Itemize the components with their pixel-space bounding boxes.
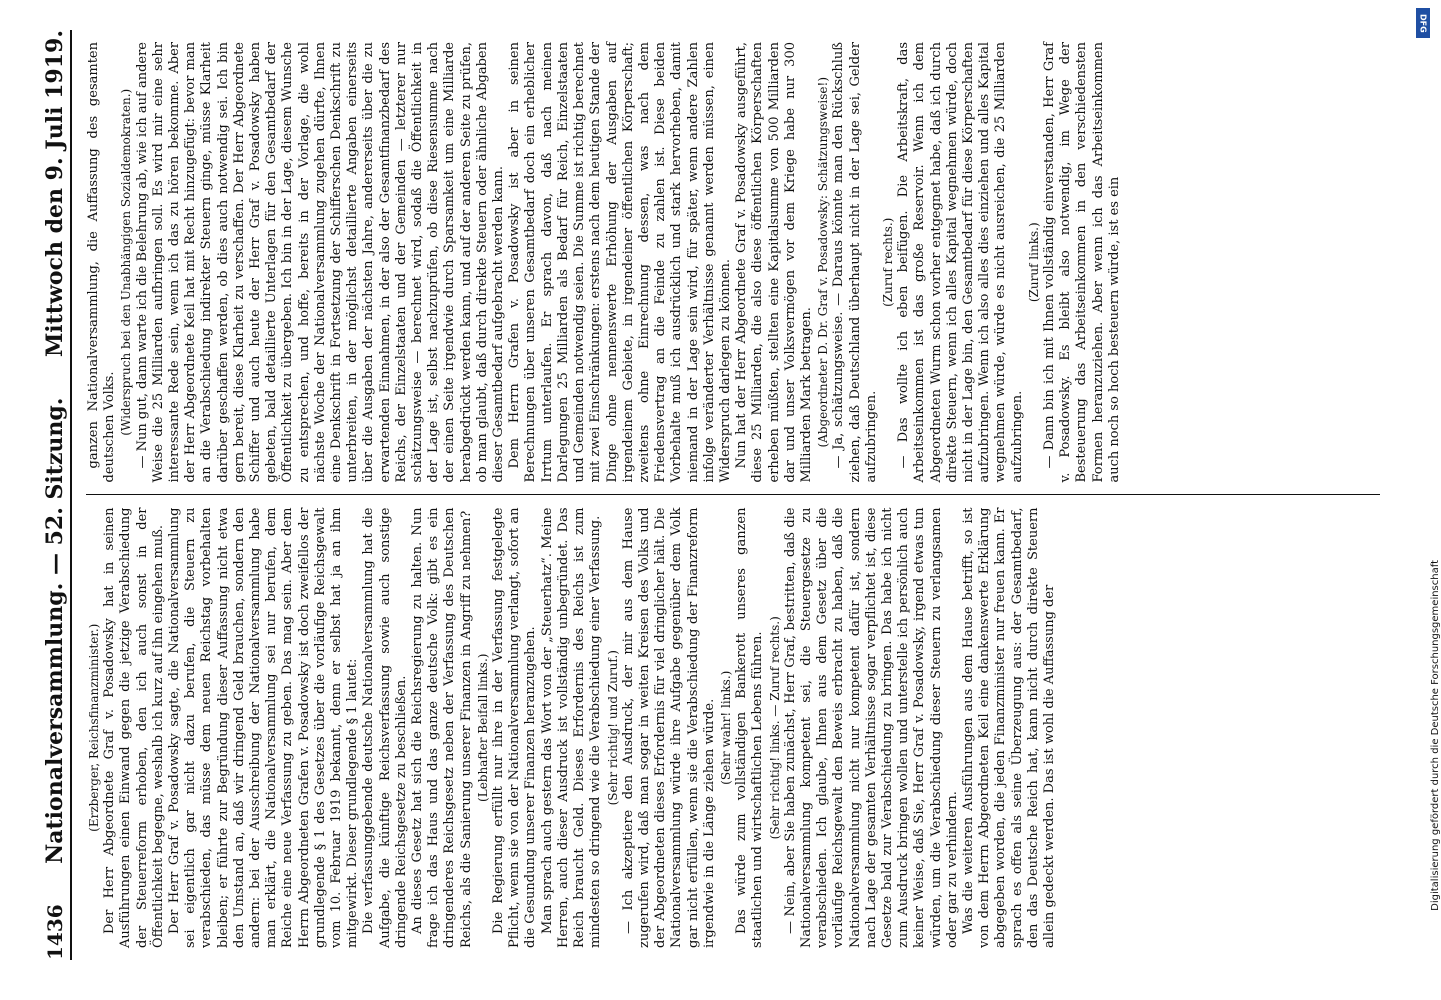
left-paragraph: Was die weiteren Ausführungen aus dem Hause betrifft, so ist von dem Herrn Abgeordneten Keil eine dankenswerte Erklärung abgegeben worden, die jeden Finanzminister nur freuen kann. Er sprach es offen als seine Überzeugung aus: der Gesamtbedarf, den das Deutsche Reich hat, kann nicht durch direkte Steuern allein gedeckt werden. Das ist wohl die Auffassung der	[960, 507, 1057, 948]
left-paragraph: — Ich akzeptiere den Ausdruck, der mir aus dem Hause zugerufen wird, daß man sogar in weiten Kreisen des Volks und der Abgeordneten dieses Erfordernis für viel dringlicher hält. Die Nationalversammlung würde ihre Aufgabe gegenüber dem Volk gar nicht erfüllen, wenn sie die Verabschiedung der Finanzreform irgendwie in die Länge ziehen würde.	[620, 507, 717, 948]
left-paragraph: Der Herr Abgeordnete Graf v. Posadowsky hat in seinen Ausführungen einen Einwand gegen die jetzige Verabschiedung der Steuerreform erhoben, den ich auch sonst in der Öffentlichkeit begegne, weshalb ich kurz auf ihn eingehen muß.	[102, 507, 166, 948]
left-paragraph: (Sehr wahr! links.)	[718, 670, 733, 785]
page-header	[40, 30, 72, 960]
left-paragraph: — Nein, aber Sie haben zunächst, Herr Graf, bestritten, daß die Nationalversammlung kompetent sei, die Steuergesetze zu verabschieden. Ich glaube, Ihnen aus dem Gesetz über die vorläufige Reichsgewalt den Beweis erbracht zu haben, daß die Nationalversammlung nicht nur kompetent dafür ist, sondern nach Lage der gesamten Verhältnisse sogar verpflichtet ist, diese Gesetze bald zur Verabschiedung zu bringen. Das habe ich nicht zum Ausdruck bringen wollen und unterstelle ich persönlich auch keiner Weise, daß Sie, Herr Graf v. Posadowsky, irgend etwas tun würden, um die Verabschiedung dieser Steuern zu verlangsamen oder gar zu verhindern.	[782, 507, 960, 948]
right-paragraph: Nun hat der Herr Abgeordnete Graf v. Posadowsky ausgeführt, diese 25 Milliarden, die also diese öffentlichen Körperschaften erheben müßten, stellten eine Kapitalsumme von 500 Milliarden dar und unser Volksvermögen vor dem Kriege habe nur 300 Milliarden Mark betragen.	[734, 42, 814, 483]
left-paragraph: Die verfassunggebende deutsche Nationalversammlung hat die Aufgabe, die künftige Reichsverfassung sowie auch sonstige dringende Reichsgesetze zu beschließen.	[361, 507, 409, 948]
left-paragraph: An dieses Gesetz hat sich die Reichsregierung zu halten. Nun frage ich das Haus und das ganze deutsche Volk: gibt es ein dringenderes Reichsgesetz neben der Verfassung des Deutschen Reichs, als die Sanierung unserer Finanzen in Angriff zu nehmen?	[410, 507, 474, 948]
right-paragraph: — Ja, schätzungsweise. — Daraus könnte man den Rückschluß ziehen, daß Deutschland überhaupt nicht in der Lage sei, Gelder aufzubringen.	[831, 42, 879, 483]
right-paragraph: (Zuruf links.)	[1026, 222, 1041, 303]
left-paragraph: Man sprach auch gestern das Wort von der „Steuerhatz“. Meine Herren, auch dieser Ausdruck ist vollständig unbegründet. Das Reich braucht Geld. Dieses Erfordernis des Reichs ist zum mindesten so dringend wie die Verabschiedung einer Verfassung.	[539, 507, 604, 948]
left-paragraph: (Erzberger, Reichsfinanzminister.)	[87, 623, 101, 832]
right-paragraph: ganzen Nationalversammlung, die Auffassung des gesamten deutschen Volks.	[86, 42, 118, 483]
right-paragraph: (Abgeordneter D. Dr. Graf v. Posadowsky: Schätzungsweise!)	[816, 76, 831, 448]
dfg-credit-bar	[1408, 0, 1441, 1000]
left-paragraph: (Sehr richtig! und Zuruf.)	[605, 650, 620, 806]
left-paragraph: Der Herr Graf v. Posadowsky sagte, die Nationalversammlung sei eigentlich gar nicht dazu berufen, die Steuern zu verabschieden, das müsse dem neuen Reichstag vorbehalten bleiben; er führte zur Begründung dieser Auffassung nicht etwa den Umstand an, daß wir dringend Geld brauchen, sondern den andern: bei der Ausschreibung der Nationalversammlung habe man erklärt, die Nationalversammlung sei nur berufen, dem Reiche eine neue Verfassung zu geben. Das mag sein. Aber dem Herrn Abgeordneten Grafen v. Posadowsky ist doch zweifellos der grundlegende § 1 des Gesetzes über die vorläufige Reichsgewalt vom 10. Februar 1919 bekannt, denn er selbst hat ja an ihm mitgewirkt. Dieser grundlegende § 1 lautet:	[167, 507, 361, 948]
right-paragraph: (Widerspruch bei den Unabhängigen Sozialdemokraten.)	[119, 88, 134, 436]
digitization-credit: Digitalisierung gefördert durch die Deutsche Forschungsgemeinschaft	[1430, 560, 1441, 911]
text-columns	[86, 30, 1380, 960]
page-number: 1436	[43, 904, 67, 960]
dfg-logo: DFG	[1416, 8, 1430, 38]
right-paragraph: — Nun gut, dann warte ich die Belehrung ab, wie ich auf andere Weise die 25 Milliarden aufbringen soll. Es wird mir eine sehr interessante Rede sein, wenn ich das zu hören bekomme. Aber der Herr Abgeordnete Keil hat mit Recht hinzugefügt: bevor man an die Verabschiedung indirekter Steuern ginge, müsse Klarheit darüber geschaffen werden, ob dies auch notwendig sei. Ich bin gern bereit, diese Klarheit zu verschaffen. Der Herr Abgeordnete Schiffer und auch heute der Herr Graf v. Posadowsky haben gebeten, bald detaillierte Unterlagen für den Gesamtbedarf der Öffentlichkeit zu übergeben. Ich bin in der Lage, diesem Wunsche zu entsprechen, und hoffe, bereits in der Vorlage, die wohl nächste Woche der Nationalversammlung zugehen dürfte, Ihnen eine Denkschrift in Fortsetzung der Schifferschen Denkschrift zu unterbreiten, in der möglichst detaillierte Angaben einerseits über die Ausgaben der nächsten Jahre, andererseits über die zu erwartenden Einnahmen, in der also der Gesamtfinanzbedarf des Reichs, der Einzelstaaten und der Gemeinden — letzterer nur schätzungsweise — berechnet wird, sodaß die Öffentlichkeit in der Lage ist, selbst nachzuprüfen, ob diese Riesensumme nach der einen Seite irgendwie durch Sparsamkeit um eine Milliarde herabgedrückt werden kann, und auf der anderen Seite zu prüfen, ob man glaubt, daß durch direkte Steuern oder ähnliche Abgaben dieser Gesamtbedarf aufgebracht werden kann.	[134, 42, 507, 483]
left-paragraph: Die Regierung erfüllt nur ihre in der Verfassung festgelegte Pflicht, wenn sie von der Nationalversammlung verlangt, sofort an die Gesundung unserer Finanzen heranzugehen.	[491, 507, 539, 948]
right-paragraph: — Dann bin ich mit Ihnen vollständig einverstanden, Herr Graf v. Posadowsky. Es bleibt also notwendig, im Wege der Besteuerung das Arbeitseinkommen in den verschiedensten Formen heranzuziehen. Aber wenn ich das Arbeitseinkommen auch noch so hoch besteuern würde, ist es ein	[1041, 42, 1122, 483]
left-paragraph: (Lebhafter Beifall links.)	[475, 653, 490, 802]
right-paragraph: (Zuruf rechts.)	[880, 217, 895, 307]
left-paragraph: Das würde zum vollständigen Bankerott unseres ganzen staatlichen und wirtschaftlichen Lebens führen.	[734, 507, 766, 948]
right-column	[86, 30, 1380, 496]
right-paragraph: — Das wollte ich eben beifügen. Die Arbeitskraft, das Arbeitseinkommen ist das große Reservoir. Wenn ich dem Abgeordneten Wurm schon vorher entgegnet habe, daß ich durch direkte Steuern, wenn ich alles Kapital wegnehmen würde, doch nicht in der Lage bin, den Gesamtbedarf für diese Körperschaften aufzubringen. Wenn ich also alles dies einziehen und alles Kapital wegnehmen würde, würde es nicht ausreichen, die 25 Milliarden aufzubringen.	[896, 42, 1025, 483]
header-right-title: Mittwoch den 9. Juli 1919.	[42, 30, 68, 358]
left-column	[86, 496, 1380, 961]
left-paragraph: (Sehr richtig! links. — Zuruf rechts.)	[767, 616, 782, 840]
header-left-title: Nationalversammlung. — 52. Sitzung.	[42, 397, 68, 864]
right-paragraph: Dem Herrn Grafen v. Posadowsky ist aber in seinen Berechnungen über unseren Gesamtbedarf doch ein erheblicher Irrtum unterlaufen. Er sprach davon, daß nach meinen Darlegungen 25 Milliarden als Bedarf für Reich, Einzelstaaten und Gemeinden notwendig seien. Die Summe ist richtig berechnet mit zwei Einschränkungen: erstens nach dem heutigen Stande der Dinge ohne nennenswerte Erhöhung der Ausgaben auf irgendeinem Gebiete, in irgendeiner öffentlichen Körperschaft; zweitens ohne Einrechnung dessen, was nach dem Friedensvertrag an die Feinde zu zahlen ist. Diese beiden Vorbehalte muß ich ausdrücklich und stark hervorheben, damit niemand in der Lage sein wird, für später, wenn andere Zahlen infolge veränderter Verhältnisse genannt werden müssen, einen Widerspruch darlegen zu können.	[507, 42, 733, 483]
